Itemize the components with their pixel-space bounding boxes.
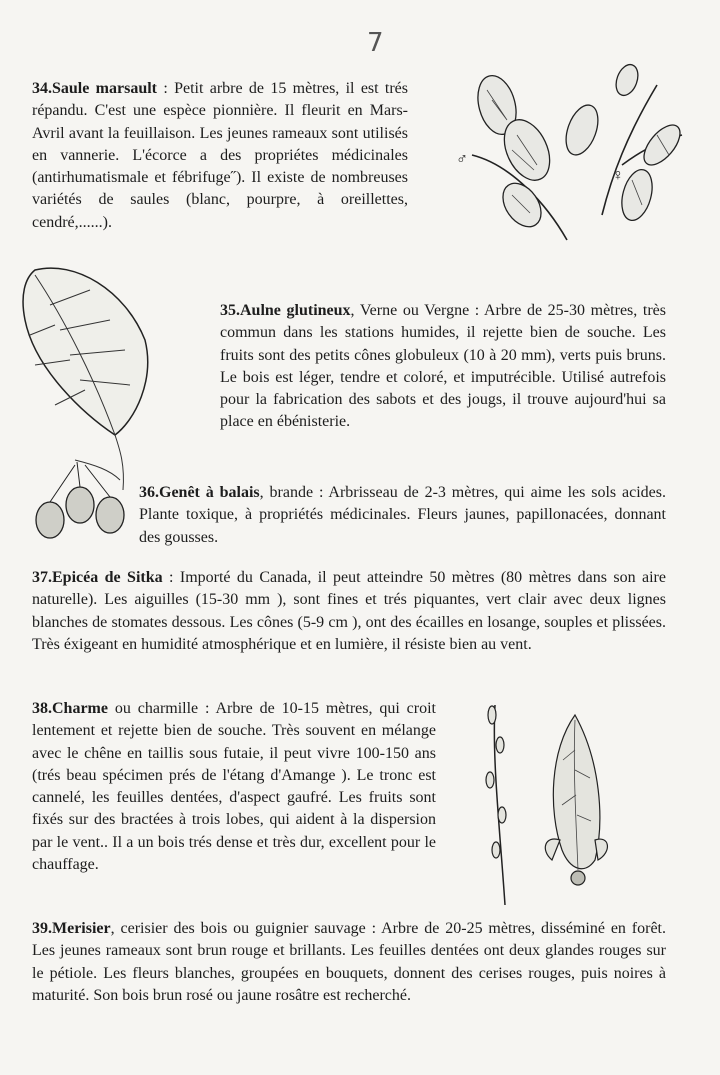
entry-heading: 37.Epicéa de Sitka: [32, 569, 163, 586]
female-symbol: ♀: [612, 167, 624, 184]
entry-charme: [32, 698, 436, 876]
entry-text: ou charmille : Arbre de 10-15 mètres, qui croit lentement et rejette bien de souche. Très souvent en mélange avec le chêne en taillis sous futaie, il peut vivre 100-150 ans (trés beau spécimen prés de l'étang d'Amange ). Le tronc est cannelé, les feuilles dentées, d'aspect gaufré. Les fruits sont fixés sur des bractées à trois lobes, qui aident à la dispersion par le vent.. Il a un bois trés dense et très dur, excellent pour le chauffage.: [32, 700, 436, 874]
entry-text: , cerisier des bois ou guignier sauvage : Arbre de 20-25 mètres, disséminé en forêt. Les jeunes rameaux sont brun rouge et brillants. Les feuilles dentées ont deux glandes rouges sur le pétiole. Les fleurs blanches, groupées en bouquets, donnent des cerises rouges, puis noires à maturité. Son bois brun rosé ou jaune rosâtre est recherché.: [32, 920, 666, 1004]
entry-saule-marsault: [32, 78, 408, 234]
entry-genet-a-balais: [139, 482, 666, 549]
page-number: 7: [367, 28, 384, 58]
male-symbol: ♂: [456, 151, 468, 168]
entry-heading: 38.Charme: [32, 700, 108, 717]
entry-merisier: [32, 918, 666, 1007]
entry-text: , brande : Arbrisseau de 2-3 mètres, qui aime les sols acides. Plante toxique, à propriétés médicinales. Fleurs jaunes, papillonacées, donnant des gousses.: [139, 484, 667, 546]
entry-heading: 34.Saule marsault: [32, 80, 157, 97]
entry-epicea-de-sitka: [32, 567, 666, 656]
willow-catkins-illustration: [452, 55, 692, 245]
entry-heading: 35.Aulne glutineux: [220, 302, 351, 319]
entry-text: , Verne ou Vergne : Arbre de 25-30 mètres, très commun dans les stations humides, il rejette bien de souche. Les fruits sont des petits cônes globuleux (10 à 20 mm), verts puis bruns. Le bois est léger, tendre et coloré, et imputrécible. Utilisé autrefois pour la fabrication des sabots et des jougs, il trouve aujourd'hui sa place en ébénisterie.: [220, 302, 666, 431]
entry-heading: 36.Genêt à balais: [139, 484, 260, 501]
entry-text: : Petit arbre de 15 mètres, il est trés répandu. C'est une espèce pionnière. Il fleurit en Mars-Avril avant la feuillaison. Les jeunes rameaux sont utilisés en vannerie. L'écorce a des propriétes médicinales (antirhumatismale et fébrifuge˝). Il existe de nombreuses variétés de saules (blanc, pourpre, à oreillettes, cendré,......).: [32, 80, 409, 231]
entry-heading: 39.Merisier: [32, 920, 111, 937]
hornbeam-illustration: [470, 700, 620, 910]
entry-aulne-glutineux: [220, 300, 666, 434]
entry-text: : Importé du Canada, il peut atteindre 50 mètres (80 mètres dans son aire naturelle). Les aiguilles (15-30 mm ), sont fines et trés piquantes, vert clair avec deux lignes blanches de stomates dessous. Les cônes (5-9 cm ), ont des écailles en losange, souples et plissées. Très éxigeant en humidité atmosphérique et en lumière, il résiste bien au vent.: [32, 569, 666, 653]
